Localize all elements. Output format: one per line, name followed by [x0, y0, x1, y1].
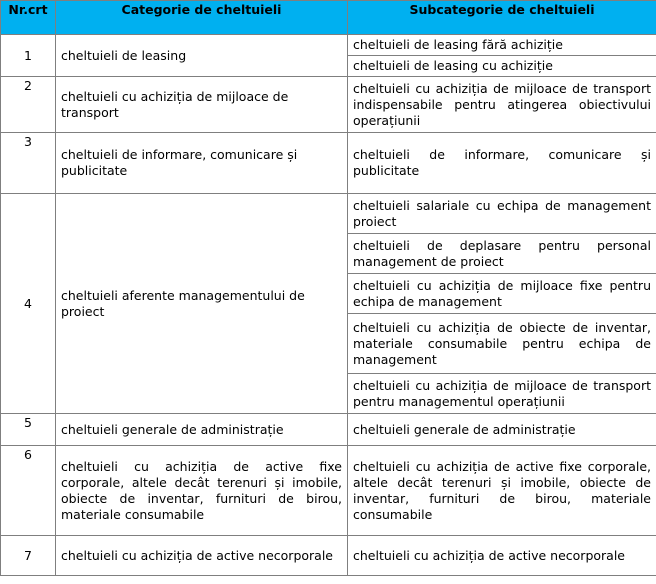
row-number: 7: [1, 536, 56, 576]
row-number: 3: [1, 133, 56, 194]
subcategory-cell: cheltuieli generale de administrație: [348, 414, 656, 446]
table-row: [1, 194, 656, 234]
category-cell: cheltuieli cu achiziția de active fixe corporale, altele decât terenuri și imobile, obiecte de inventar, furnituri de birou, materiale consumabile: [56, 446, 348, 536]
subcategory-cell: cheltuieli de deplasare pentru personal management de proiect: [348, 234, 656, 274]
category-cell: cheltuieli generale de administrație: [56, 414, 348, 446]
category-cell: cheltuieli cu achiziția de active necorporale: [56, 536, 348, 576]
category-cell: cheltuieli aferente managementului de proiect: [56, 194, 348, 414]
subcategory-cell: cheltuieli cu achiziția de active necorporale: [348, 536, 656, 576]
header-nr: Nr.crt: [1, 1, 56, 35]
subcategory-cell: cheltuieli cu achiziția de mijloace de transport indispensabile pentru atingerea obiectivului operațiunii: [348, 77, 656, 133]
row-number: 5: [1, 414, 56, 446]
table-row: [1, 414, 656, 446]
category-cell: cheltuieli cu achiziția de mijloace de transport: [56, 77, 348, 133]
row-number: 4: [1, 194, 56, 414]
subcategory-cell: cheltuieli cu achiziția de active fixe corporale, altele decât terenuri și imobile, obiecte de inventar, furnituri de birou, materiale consumabile: [348, 446, 656, 536]
header-subcategory: Subcategorie de cheltuieli: [348, 1, 656, 35]
subcategory-cell: cheltuieli de informare, comunicare și publicitate: [348, 133, 656, 194]
table-row: [1, 446, 656, 536]
table-row: [1, 35, 656, 56]
subcategory-cell: cheltuieli cu achiziția de obiecte de inventar, materiale consumabile pentru echipa de management: [348, 314, 656, 374]
table-header-row: [1, 1, 656, 35]
subcategory-cell: cheltuieli cu achiziția de mijloace de transport pentru managementul operațiunii: [348, 374, 656, 414]
subcategory-cell: cheltuieli cu achiziția de mijloace fixe pentru echipa de management: [348, 274, 656, 314]
row-number: 1: [1, 35, 56, 77]
subcategory-cell: cheltuieli de leasing cu achiziție: [348, 56, 656, 77]
table-row: [1, 536, 656, 576]
table-row: [1, 77, 656, 133]
row-number: 6: [1, 446, 56, 536]
subcategory-cell: cheltuieli de leasing fără achiziție: [348, 35, 656, 56]
table-row: [1, 133, 656, 194]
row-number: 2: [1, 77, 56, 133]
category-cell: cheltuieli de leasing: [56, 35, 348, 77]
category-cell: cheltuieli de informare, comunicare și publicitate: [56, 133, 348, 194]
subcategory-cell: cheltuieli salariale cu echipa de management proiect: [348, 194, 656, 234]
header-category: Categorie de cheltuieli: [56, 1, 348, 35]
